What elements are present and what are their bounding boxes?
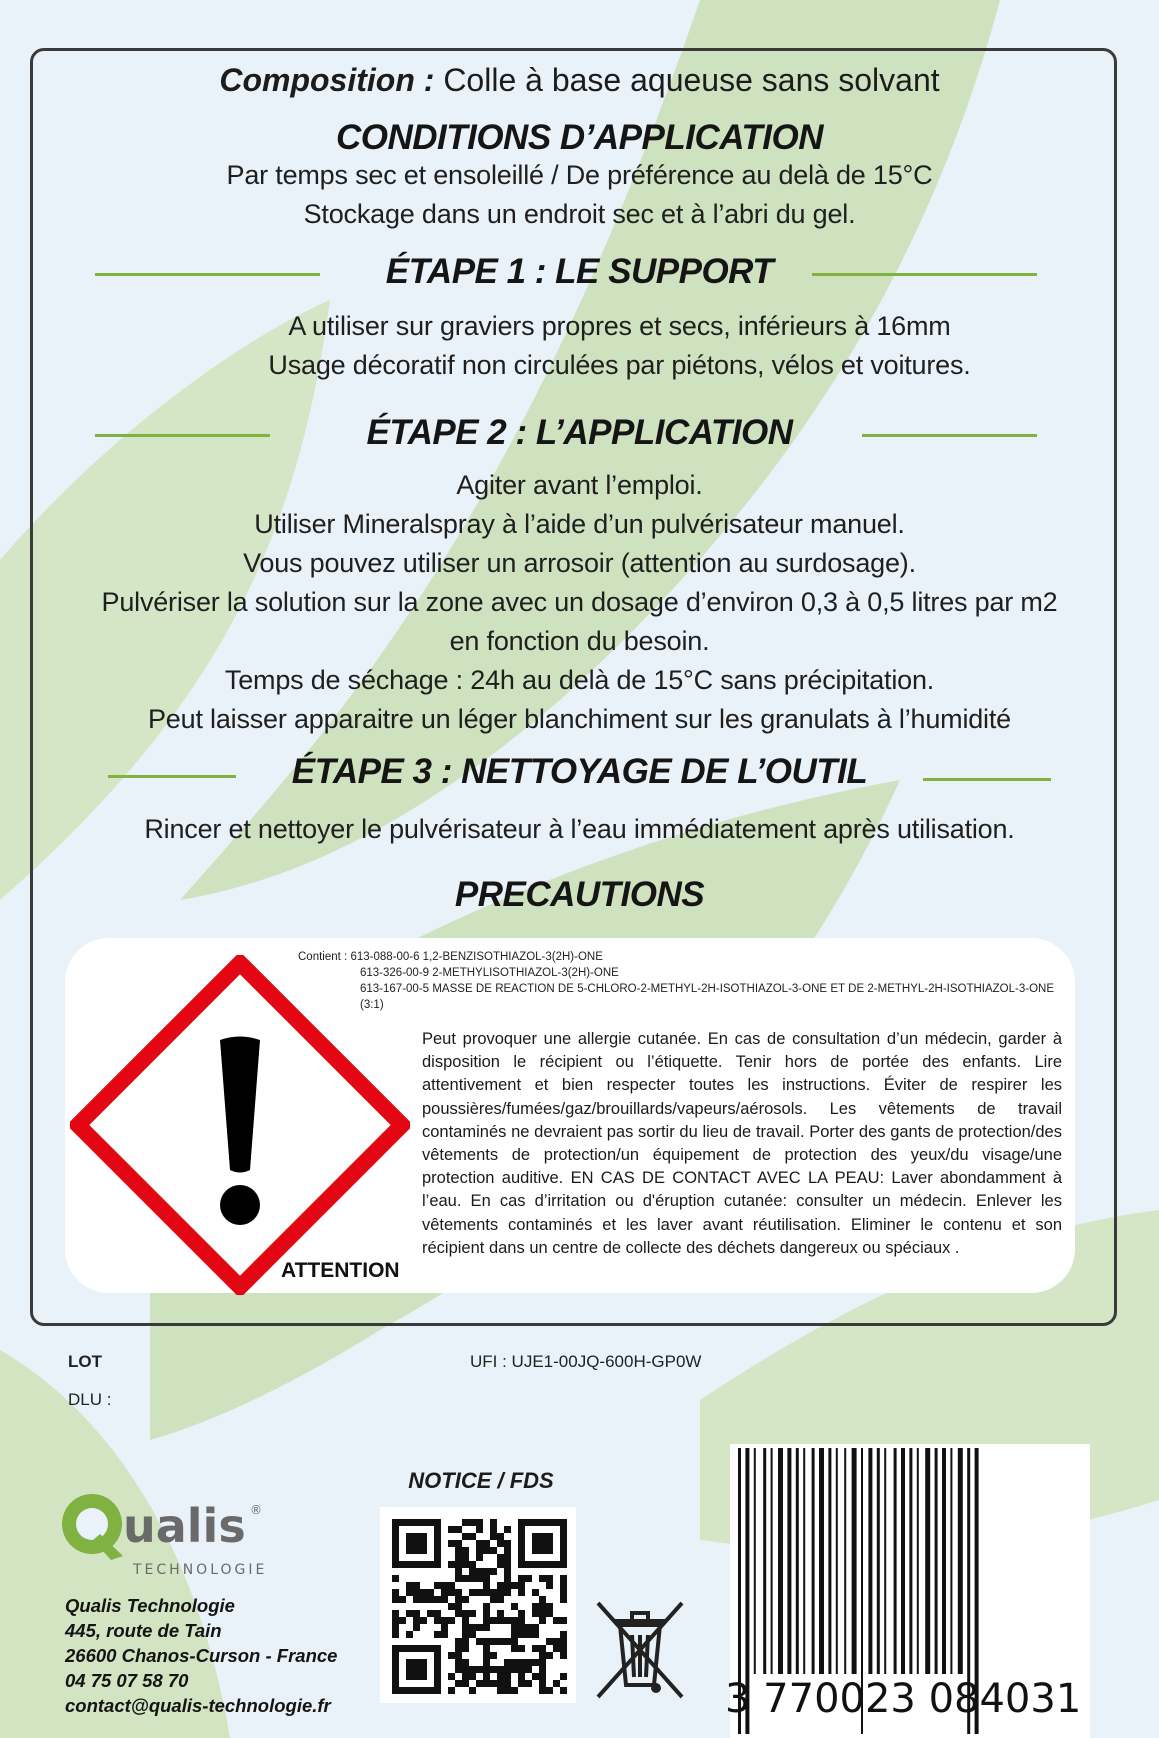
- conditions-line: Par temps sec et ensoleillé / De préférence au delà de 15°C: [226, 160, 933, 190]
- lot-label: LOT: [68, 1352, 102, 1371]
- logo-wordmark: ualis: [123, 1499, 246, 1553]
- company-address: [65, 1593, 337, 1718]
- qr-code-icon[interactable]: [380, 1507, 576, 1703]
- step2-line: Pulvériser la solution sur la zone avec un dosage d’environ 0,3 à 0,5 litres par m2: [101, 587, 1058, 617]
- substances-list: [298, 949, 1054, 1013]
- composition-text: Colle à base aqueuse sans solvant: [443, 62, 940, 98]
- step2-line: en fonction du besoin.: [449, 626, 710, 656]
- composition-label: Composition :: [219, 62, 435, 98]
- substance-item: 613-088-00-6 1,2-BENZISOTHIAZOL-3(2H)-ONE: [350, 951, 603, 963]
- notice-fds-label: NOTICE / FDS: [408, 1468, 554, 1493]
- step3-title: ÉTAPE 3 : NETTOYAGE DE L’OUTIL: [291, 752, 868, 791]
- step1-line: Usage décoratif non circulées par piétons, vélos et voitures.: [268, 350, 971, 380]
- qualis-logo: [55, 1490, 270, 1587]
- contains-label: Contient :: [298, 951, 348, 963]
- email-link[interactable]: contact@qualis-technologie.fr: [65, 1695, 331, 1716]
- step2-line: Vous pouvez utiliser un arrosoir (attention au surdosage).: [243, 548, 916, 578]
- step1-title: ÉTAPE 1 : LE SUPPORT: [385, 252, 774, 291]
- hazard-statement: Peut provoquer une allergie cutanée. En cas de consultation d’un médecin, garder à disposition le récipient ou l’étiquette. Tenir hors de portée des enfants. Lire attentivement et bien respecter toutes les instructions. Éviter de respirer les poussières/fumées/gaz/brouillards/vapeurs/aérosols. Les vêtements de travail contaminés ne devraient pas sortir du lieu de travail. Porter des gants de protection/des vêtements de protection/un équipement de protection des yeux/du visage/une protection auditive. EN CAS DE CONTACT AVEC LA PEAU: Laver abondamment à l’eau. En cas d’irritation ou d'éruption cutanée: consulter un médecin. Enlever les vêtements contaminés et les laver avant réutilisation. Eliminer le contenu et son récipient dans un centre de collecte des déchets dangereux ou spéciaux .: [422, 1030, 1062, 1257]
- address-line: 445, route de Tain: [65, 1620, 222, 1641]
- crossed-bin-icon: [590, 1595, 690, 1705]
- logo-registered-mark: ®: [250, 1503, 262, 1517]
- step2-line: Agiter avant l’emploi.: [456, 470, 703, 500]
- dlu-label: DLU :: [68, 1390, 112, 1409]
- step2-line: Utiliser Mineralspray à l’aide d’un pulvérisateur manuel.: [254, 509, 905, 539]
- step3-line: Rincer et nettoyer le pulvérisateur à l’eau immédiatement après utilisation.: [144, 814, 1015, 844]
- signal-word: ATTENTION: [281, 1259, 400, 1282]
- conditions-line: Stockage dans un endroit sec et à l’abri du gel.: [303, 199, 856, 229]
- substance-item: 613-167-00-5 MASSE DE REACTION DE 5-CHLORO-2-METHYL-2H-ISOTHIAZOL-3-ONE ET DE 2-METHYL-2H-ISOTHIAZOL-3-ONE (3:1): [360, 983, 1054, 1011]
- step2-title: ÉTAPE 2 : L’APPLICATION: [366, 413, 793, 452]
- conditions-title: CONDITIONS D’APPLICATION: [335, 118, 824, 157]
- address-line: Qualis Technologie: [65, 1595, 235, 1616]
- composition-line: [0, 62, 1159, 99]
- precautions-title: PRECAUTIONS: [454, 875, 705, 914]
- step1-line: A utiliser sur graviers propres et secs, inférieurs à 16mm: [288, 311, 951, 341]
- barcode-digits: 3 770023 084031: [725, 1676, 1082, 1722]
- step2-line: Peut laisser apparaitre un léger blanchiment sur les granulats à l’humidité: [148, 704, 1011, 734]
- substance-item: 613-326-00-9 2-METHYLISOTHIAZOL-3(2H)-ONE: [360, 967, 619, 979]
- ghs07-exclamation-icon: [70, 955, 410, 1295]
- step2-line: Temps de séchage : 24h au delà de 15°C sans précipitation.: [224, 665, 935, 695]
- ufi-code: UFI : UJE1-00JQ-600H-GP0W: [470, 1352, 702, 1371]
- logo-subtitle: TECHNOLOGIE: [133, 1562, 268, 1578]
- address-line: 04 75 07 58 70: [65, 1670, 189, 1691]
- address-line: 26600 Chanos-Curson - France: [65, 1645, 338, 1666]
